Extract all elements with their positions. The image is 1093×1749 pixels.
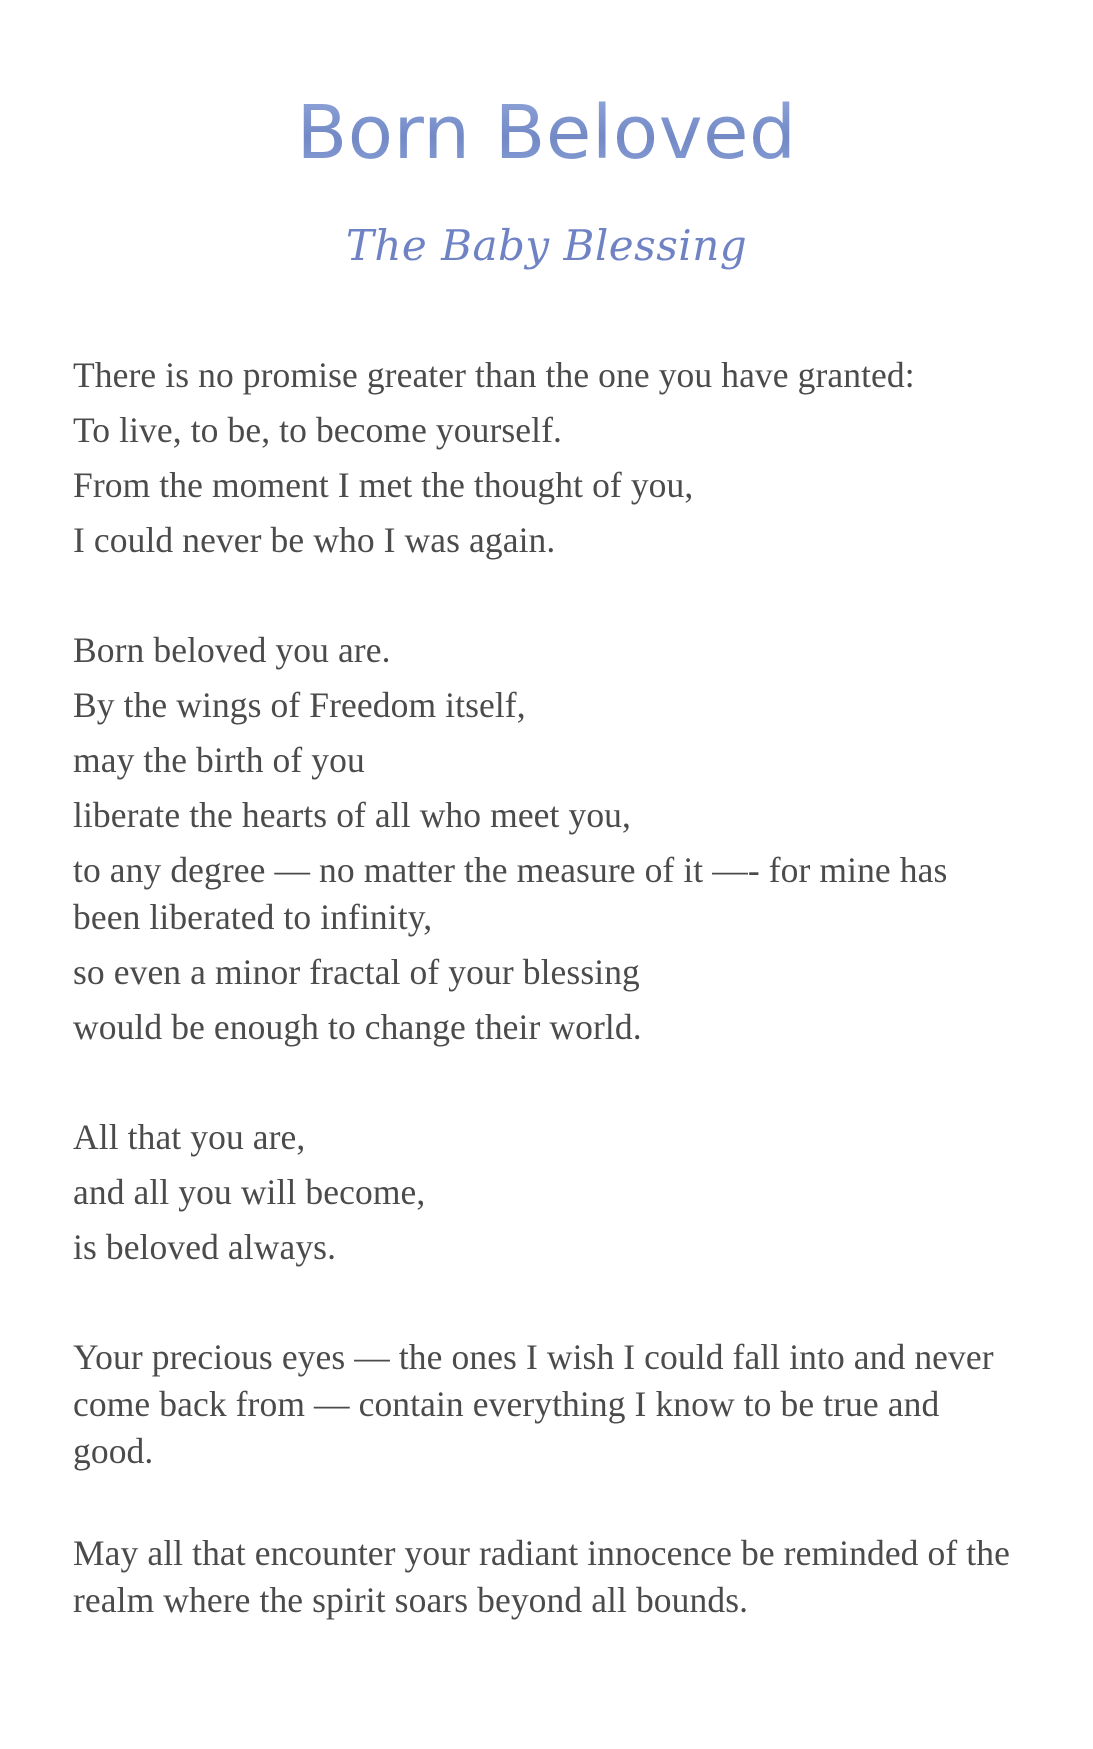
stanza-divider	[73, 572, 1023, 627]
stanza-divider	[73, 1475, 1023, 1530]
stanza-5	[73, 1530, 1023, 1624]
poem-line: so even a minor fractal of your blessing	[73, 952, 640, 992]
page-title: Born Beloved	[0, 88, 1093, 178]
poem-line: To live, to be, to become yourself.	[73, 410, 563, 450]
poem-body	[73, 352, 1023, 1624]
poem-line: Born beloved you are.	[73, 630, 391, 670]
stanza-3	[73, 1114, 1023, 1271]
poem-line: By the wings of Freedom itself,	[73, 685, 526, 725]
stanza-1	[73, 352, 1023, 564]
poem-line: and all you will become,	[73, 1172, 426, 1212]
poem-line: to any degree — no matter the measure of it —- for mine has been liberated to infinity,	[73, 850, 948, 937]
poem-line: would be enough to change their world.	[73, 1007, 642, 1047]
stanza-divider	[73, 1279, 1023, 1334]
page-subtitle: The Baby Blessing	[345, 221, 748, 270]
poem-line: is beloved always.	[73, 1227, 337, 1267]
poem-line: Your precious eyes — the ones I wish I could fall into and never come back from — contain everything I know to be true and good.	[73, 1337, 994, 1471]
poem-line: There is no promise greater than the one you have granted:	[73, 355, 915, 395]
poem-line: liberate the hearts of all who meet you,	[73, 795, 631, 835]
poem-line: May all that encounter your radiant innocence be reminded of the realm where the spirit soars beyond all bounds.	[73, 1533, 1010, 1620]
stanza-4	[73, 1334, 1023, 1475]
poem-line: All that you are,	[73, 1117, 306, 1157]
stanza-divider	[73, 1059, 1023, 1114]
poem-line: may the birth of you	[73, 740, 365, 780]
poem-line: From the moment I met the thought of you,	[73, 465, 694, 505]
stanza-2	[73, 627, 1023, 1051]
poem-line: I could never be who I was again.	[73, 520, 556, 560]
